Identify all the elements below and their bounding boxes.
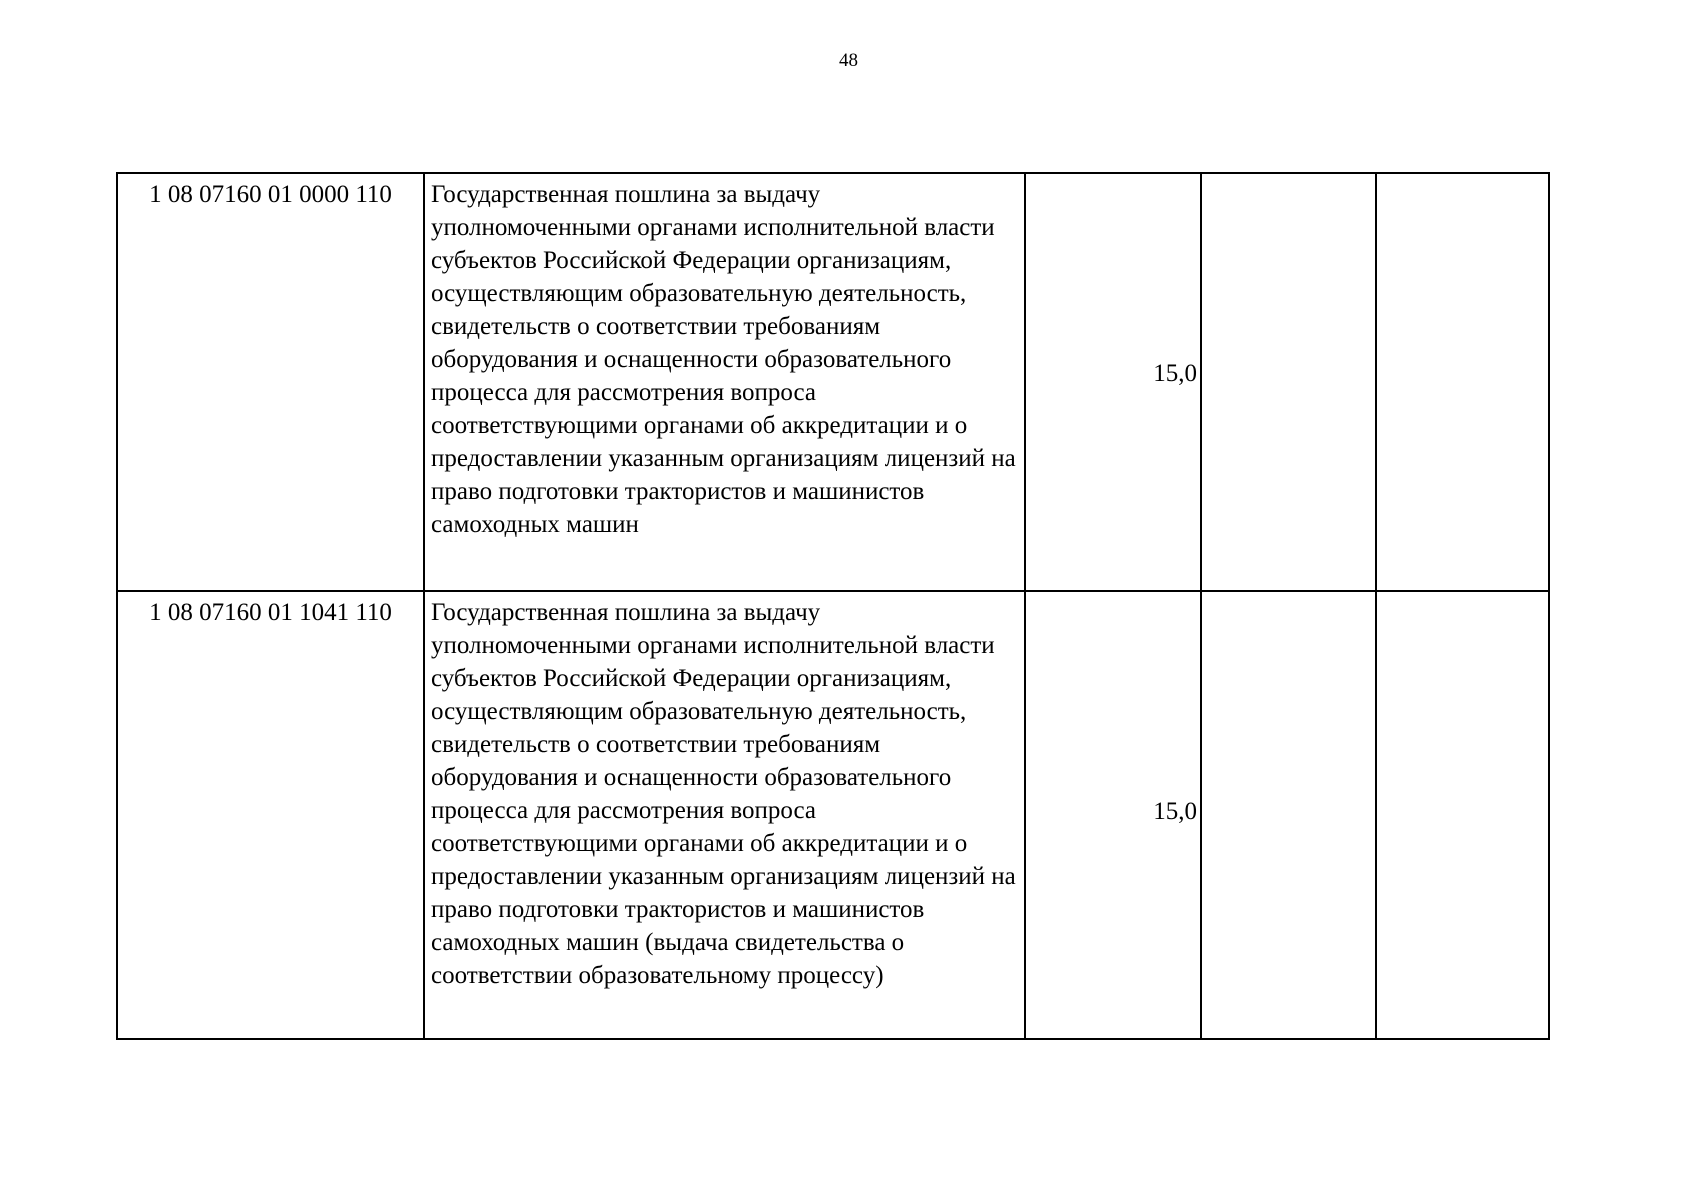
budget-classification-table <box>116 172 1550 1040</box>
empty-cell <box>1201 173 1376 591</box>
table-row <box>117 173 1549 591</box>
amount-cell: 15,0 <box>1025 591 1201 1039</box>
description-cell: Государственная пошлина за выдачу уполномоченными органами исполнительной власти субъектов Российской Федерации организациям, осуществляющим образовательную деятельность, свидетельств о соответствии требованиям оборудования и оснащенности образовательного процесса для рассмотрения вопроса соответствующими органами об аккредитации и о предоставлении указанным организациям лицензий на право подготовки трактористов и машинистов самоходных машин <box>424 173 1025 591</box>
budget-code-cell: 1 08 07160 01 0000 110 <box>117 173 424 591</box>
budget-code-cell: 1 08 07160 01 1041 110 <box>117 591 424 1039</box>
empty-cell <box>1376 173 1549 591</box>
page-number: 48 <box>839 50 858 71</box>
description-cell: Государственная пошлина за выдачу уполномоченными органами исполнительной власти субъектов Российской Федерации организациям, осуществляющим образовательную деятельность, свидетельств о соответствии требованиям оборудования и оснащенности образовательного процесса для рассмотрения вопроса соответствующими органами об аккредитации и о предоставлении указанным организациям лицензий на право подготовки трактористов и машинистов самоходных машин (выдача свидетельства о соответствии образовательному процессу) <box>424 591 1025 1039</box>
amount-cell: 15,0 <box>1025 173 1201 591</box>
empty-cell <box>1376 591 1549 1039</box>
table-row <box>117 591 1549 1039</box>
empty-cell <box>1201 591 1376 1039</box>
